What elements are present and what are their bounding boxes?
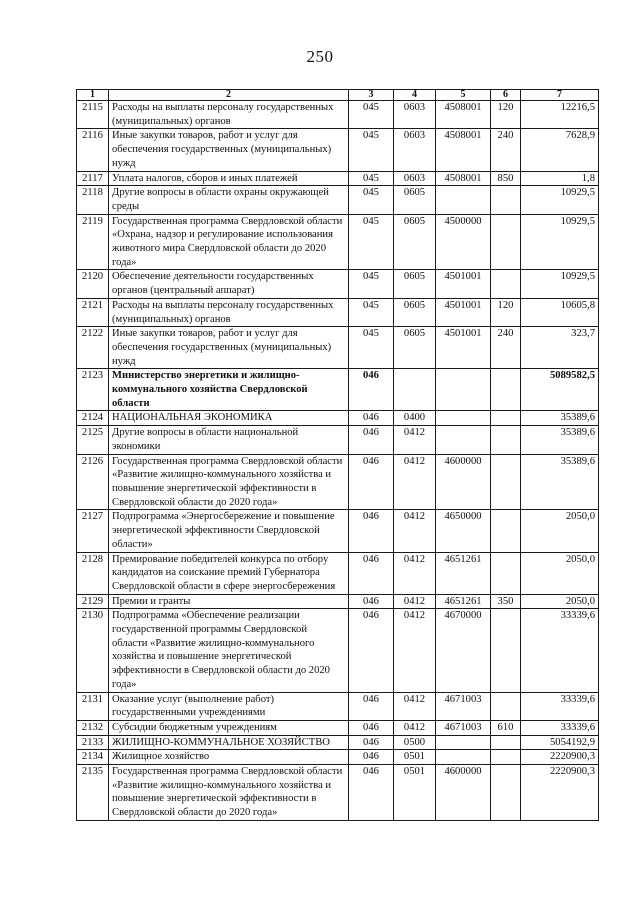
expense-type-cell: [491, 735, 521, 750]
expense-type-cell: [491, 609, 521, 692]
ministry-code-cell: 046: [349, 692, 394, 720]
target-code-cell: [436, 186, 491, 214]
expense-type-cell: [491, 750, 521, 765]
table-row: [77, 214, 599, 270]
table-row: [77, 327, 599, 369]
amount-cell: 2050,0: [521, 510, 599, 552]
expense-type-cell: 350: [491, 594, 521, 609]
header-col-3: 3: [349, 90, 394, 101]
expense-type-cell: 120: [491, 101, 521, 129]
row-number-cell: 2129: [77, 594, 109, 609]
table-body: [77, 101, 599, 821]
amount-cell: 35389,6: [521, 411, 599, 426]
section-code-cell: 0603: [394, 129, 436, 171]
expense-type-cell: [491, 692, 521, 720]
target-code-cell: 4508001: [436, 171, 491, 186]
row-name-cell: Уплата налогов, сборов и иных платежей: [109, 171, 349, 186]
expense-type-cell: [491, 411, 521, 426]
ministry-code-cell: 045: [349, 101, 394, 129]
budget-table: [76, 89, 599, 821]
header-col-5: 5: [436, 90, 491, 101]
header-col-6: 6: [491, 90, 521, 101]
row-number-cell: 2131: [77, 692, 109, 720]
row-number-cell: 2134: [77, 750, 109, 765]
row-name-cell: Другие вопросы в области национальной экономики: [109, 426, 349, 454]
section-code-cell: 0603: [394, 101, 436, 129]
amount-cell: 10605,8: [521, 298, 599, 326]
row-name-cell: Расходы на выплаты персоналу государственных (муниципальных) органов: [109, 298, 349, 326]
target-code-cell: 4670000: [436, 609, 491, 692]
row-number-cell: 2128: [77, 552, 109, 594]
expense-type-cell: 850: [491, 171, 521, 186]
section-code-cell: 0605: [394, 186, 436, 214]
row-name-cell: Иные закупки товаров, работ и услуг для обеспечения государственных (муниципальных) нужд: [109, 327, 349, 369]
amount-cell: 2220900,3: [521, 765, 599, 821]
amount-cell: 33339,6: [521, 609, 599, 692]
row-name-cell: Государственная программа Свердловской области «Развитие жилищно-коммунального хозяйства и повышение энергетической эффективности в Свердловской области до 2020 года»: [109, 765, 349, 821]
expense-type-cell: [491, 765, 521, 821]
table-row: [77, 171, 599, 186]
page-number: 250: [306, 47, 334, 66]
row-name-cell: Другие вопросы в области охраны окружающей среды: [109, 186, 349, 214]
amount-cell: 10929,5: [521, 270, 599, 298]
row-name-cell: Жилищное хозяйство: [109, 750, 349, 765]
amount-cell: 35389,6: [521, 454, 599, 510]
amount-cell: 5089582,5: [521, 369, 599, 411]
row-number-cell: 2115: [77, 101, 109, 129]
ministry-code-cell: 046: [349, 510, 394, 552]
row-number-cell: 2124: [77, 411, 109, 426]
ministry-code-cell: 045: [349, 270, 394, 298]
table-row: [77, 186, 599, 214]
target-code-cell: [436, 735, 491, 750]
section-code-cell: 0500: [394, 735, 436, 750]
section-code-cell: 0501: [394, 765, 436, 821]
ministry-code-cell: 046: [349, 369, 394, 411]
target-code-cell: 4501001: [436, 327, 491, 369]
row-name-cell: Расходы на выплаты персоналу государственных (муниципальных) органов: [109, 101, 349, 129]
row-number-cell: 2118: [77, 186, 109, 214]
target-code-cell: [436, 426, 491, 454]
ministry-code-cell: 046: [349, 750, 394, 765]
row-name-cell: Государственная программа Свердловской области «Охрана, надзор и регулирование использования животного мира Свердловской области до 2020 года»: [109, 214, 349, 270]
table-row: [77, 129, 599, 171]
amount-cell: 323,7: [521, 327, 599, 369]
amount-cell: 2220900,3: [521, 750, 599, 765]
header-row: [77, 90, 599, 101]
expense-type-cell: [491, 510, 521, 552]
target-code-cell: 4671003: [436, 692, 491, 720]
section-code-cell: 0412: [394, 609, 436, 692]
row-number-cell: 2126: [77, 454, 109, 510]
row-name-cell: Премии и гранты: [109, 594, 349, 609]
target-code-cell: 4651261: [436, 552, 491, 594]
section-code-cell: 0412: [394, 426, 436, 454]
row-number-cell: 2130: [77, 609, 109, 692]
row-number-cell: 2116: [77, 129, 109, 171]
expense-type-cell: [491, 454, 521, 510]
ministry-code-cell: 045: [349, 129, 394, 171]
ministry-code-cell: 046: [349, 720, 394, 735]
header-col-1: 1: [77, 90, 109, 101]
table-row: [77, 720, 599, 735]
table-row: [77, 609, 599, 692]
target-code-cell: 4501001: [436, 298, 491, 326]
amount-cell: 10929,5: [521, 214, 599, 270]
row-name-cell: Государственная программа Свердловской области «Развитие жилищно-коммунального хозяйства и повышение энергетической эффективности в Свердловской области до 2020 года»: [109, 454, 349, 510]
expense-type-cell: [491, 214, 521, 270]
row-name-cell: Обеспечение деятельности государственных органов (центральный аппарат): [109, 270, 349, 298]
target-code-cell: 4650000: [436, 510, 491, 552]
table-row: [77, 411, 599, 426]
ministry-code-cell: 046: [349, 411, 394, 426]
row-number-cell: 2123: [77, 369, 109, 411]
target-code-cell: 4508001: [436, 101, 491, 129]
expense-type-cell: [491, 270, 521, 298]
row-number-cell: 2117: [77, 171, 109, 186]
table-row: [77, 369, 599, 411]
table-row: [77, 270, 599, 298]
ministry-code-cell: 046: [349, 765, 394, 821]
ministry-code-cell: 045: [349, 327, 394, 369]
expense-type-cell: [491, 552, 521, 594]
row-number-cell: 2120: [77, 270, 109, 298]
table-row: [77, 298, 599, 326]
target-code-cell: 4500000: [436, 214, 491, 270]
row-number-cell: 2119: [77, 214, 109, 270]
ministry-code-cell: 045: [349, 171, 394, 186]
target-code-cell: 4651261: [436, 594, 491, 609]
target-code-cell: 4671003: [436, 720, 491, 735]
expense-type-cell: 120: [491, 298, 521, 326]
expense-type-cell: 240: [491, 327, 521, 369]
expense-type-cell: 240: [491, 129, 521, 171]
row-name-cell: Иные закупки товаров, работ и услуг для обеспечения государственных (муниципальных) нужд: [109, 129, 349, 171]
ministry-code-cell: 046: [349, 609, 394, 692]
section-code-cell: 0412: [394, 692, 436, 720]
table-header: [77, 90, 599, 101]
section-code-cell: 0412: [394, 510, 436, 552]
expense-type-cell: [491, 369, 521, 411]
expense-type-cell: [491, 186, 521, 214]
table-row: [77, 735, 599, 750]
row-name-cell: Подпрограмма «Обеспечение реализации государственной программы Свердловской области «Развитие жилищно-коммунального хозяйства и повышение энергетической эффективности в Свердловской области до 2020 года»: [109, 609, 349, 692]
expense-type-cell: 610: [491, 720, 521, 735]
amount-cell: 5054192,9: [521, 735, 599, 750]
section-code-cell: [394, 369, 436, 411]
section-code-cell: 0605: [394, 270, 436, 298]
row-name-cell: Оказание услуг (выполнение работ) государственными учреждениями: [109, 692, 349, 720]
row-name-cell: Министерство энергетики и жилищно-коммунального хозяйства Свердловской области: [109, 369, 349, 411]
amount-cell: 33339,6: [521, 692, 599, 720]
ministry-code-cell: 045: [349, 298, 394, 326]
amount-cell: 2050,0: [521, 594, 599, 609]
table-row: [77, 101, 599, 129]
ministry-code-cell: 046: [349, 454, 394, 510]
target-code-cell: 4600000: [436, 765, 491, 821]
table-row: [77, 692, 599, 720]
table-row: [77, 552, 599, 594]
row-number-cell: 2121: [77, 298, 109, 326]
amount-cell: 1,8: [521, 171, 599, 186]
section-code-cell: 0603: [394, 171, 436, 186]
section-code-cell: 0412: [394, 454, 436, 510]
row-number-cell: 2135: [77, 765, 109, 821]
ministry-code-cell: 046: [349, 426, 394, 454]
amount-cell: 33339,6: [521, 720, 599, 735]
section-code-cell: 0400: [394, 411, 436, 426]
table-row: [77, 765, 599, 821]
ministry-code-cell: 045: [349, 214, 394, 270]
row-name-cell: НАЦИОНАЛЬНАЯ ЭКОНОМИКА: [109, 411, 349, 426]
header-col-7: 7: [521, 90, 599, 101]
section-code-cell: 0412: [394, 720, 436, 735]
table-row: [77, 426, 599, 454]
header-col-4: 4: [394, 90, 436, 101]
row-number-cell: 2122: [77, 327, 109, 369]
section-code-cell: 0605: [394, 298, 436, 326]
section-code-cell: 0501: [394, 750, 436, 765]
header-col-2: 2: [109, 90, 349, 101]
ministry-code-cell: 046: [349, 735, 394, 750]
row-number-cell: 2133: [77, 735, 109, 750]
row-name-cell: Подпрограмма «Энергосбережение и повышение энергетической эффективности Свердловской области»: [109, 510, 349, 552]
amount-cell: 35389,6: [521, 426, 599, 454]
section-code-cell: 0412: [394, 552, 436, 594]
target-code-cell: 4600000: [436, 454, 491, 510]
target-code-cell: 4508001: [436, 129, 491, 171]
row-number-cell: 2125: [77, 426, 109, 454]
table-row: [77, 750, 599, 765]
section-code-cell: 0605: [394, 327, 436, 369]
row-name-cell: Субсидии бюджетным учреждениям: [109, 720, 349, 735]
target-code-cell: 4501001: [436, 270, 491, 298]
section-code-cell: 0412: [394, 594, 436, 609]
ministry-code-cell: 046: [349, 552, 394, 594]
row-number-cell: 2127: [77, 510, 109, 552]
amount-cell: 12216,5: [521, 101, 599, 129]
ministry-code-cell: 045: [349, 186, 394, 214]
target-code-cell: [436, 750, 491, 765]
amount-cell: 10929,5: [521, 186, 599, 214]
table-row: [77, 594, 599, 609]
row-name-cell: Премирование победителей конкурса по отбору кандидатов на соискание премий Губернатора Свердловской области в сфере энергосбережения: [109, 552, 349, 594]
expense-type-cell: [491, 426, 521, 454]
amount-cell: 7628,9: [521, 129, 599, 171]
table-row: [77, 510, 599, 552]
section-code-cell: 0605: [394, 214, 436, 270]
row-name-cell: ЖИЛИЩНО-КОММУНАЛЬНОЕ ХОЗЯЙСТВО: [109, 735, 349, 750]
ministry-code-cell: 046: [349, 594, 394, 609]
amount-cell: 2050,0: [521, 552, 599, 594]
table-row: [77, 454, 599, 510]
target-code-cell: [436, 369, 491, 411]
target-code-cell: [436, 411, 491, 426]
row-number-cell: 2132: [77, 720, 109, 735]
